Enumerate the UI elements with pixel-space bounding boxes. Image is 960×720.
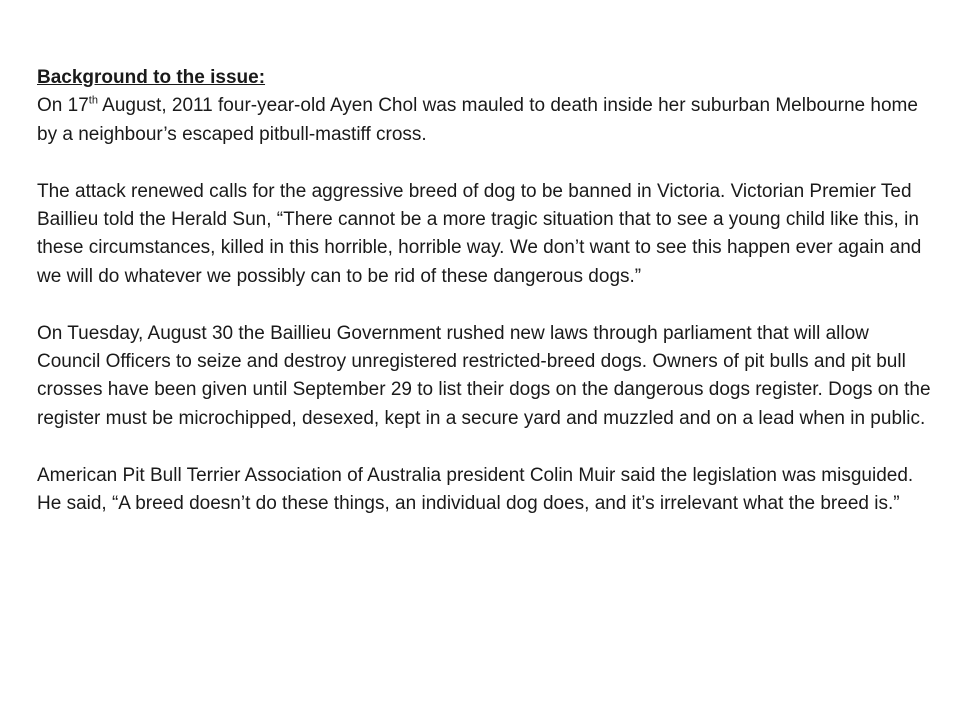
intro-text-start: On 17 (37, 95, 89, 117)
heading: Background to the issue: (37, 67, 266, 88)
paragraph-association-quote: American Pit Bull Terrier Association of Australia president Colin Muir said the legislation was misguided. He said, “A breed doesn’t do these things, an individual dog does, and it’s irrelevant what the breed is.” (37, 464, 914, 515)
body-text (37, 64, 937, 518)
intro-text-rest: August, 2011 four-year-old Ayen Chol was mauled to death inside her suburban Melbourne home by a neighbour’s escaped pitbull-mastiff cross. (37, 95, 918, 145)
ordinal-suffix: th (88, 95, 98, 108)
paragraph-new-laws: On Tuesday, August 30 the Baillieu Government rushed new laws through parliament that will allow Council Officers to seize and destroy unregistered restricted-breed dogs. Owners of pit bulls and pit bull crosses have been given until September 29 to list their dogs on the dangerous dogs register. Dogs on the register must be microchipped, desexed, kept in a secure yard and muzzled and on a lead when in public. (37, 322, 931, 429)
paragraph-intro (37, 64, 937, 149)
paragraph-premier-quote: The attack renewed calls for the aggressive breed of dog to be banned in Victoria. Victorian Premier Ted Baillieu told the Herald Sun, “There cannot be a more tragic situation that to see a young child like this, in these circumstances, killed in this horrible, horrible way. We don’t want to see this happen ever again and we will do whatever we possibly can to be rid of these dangerous dogs.” (37, 180, 922, 287)
